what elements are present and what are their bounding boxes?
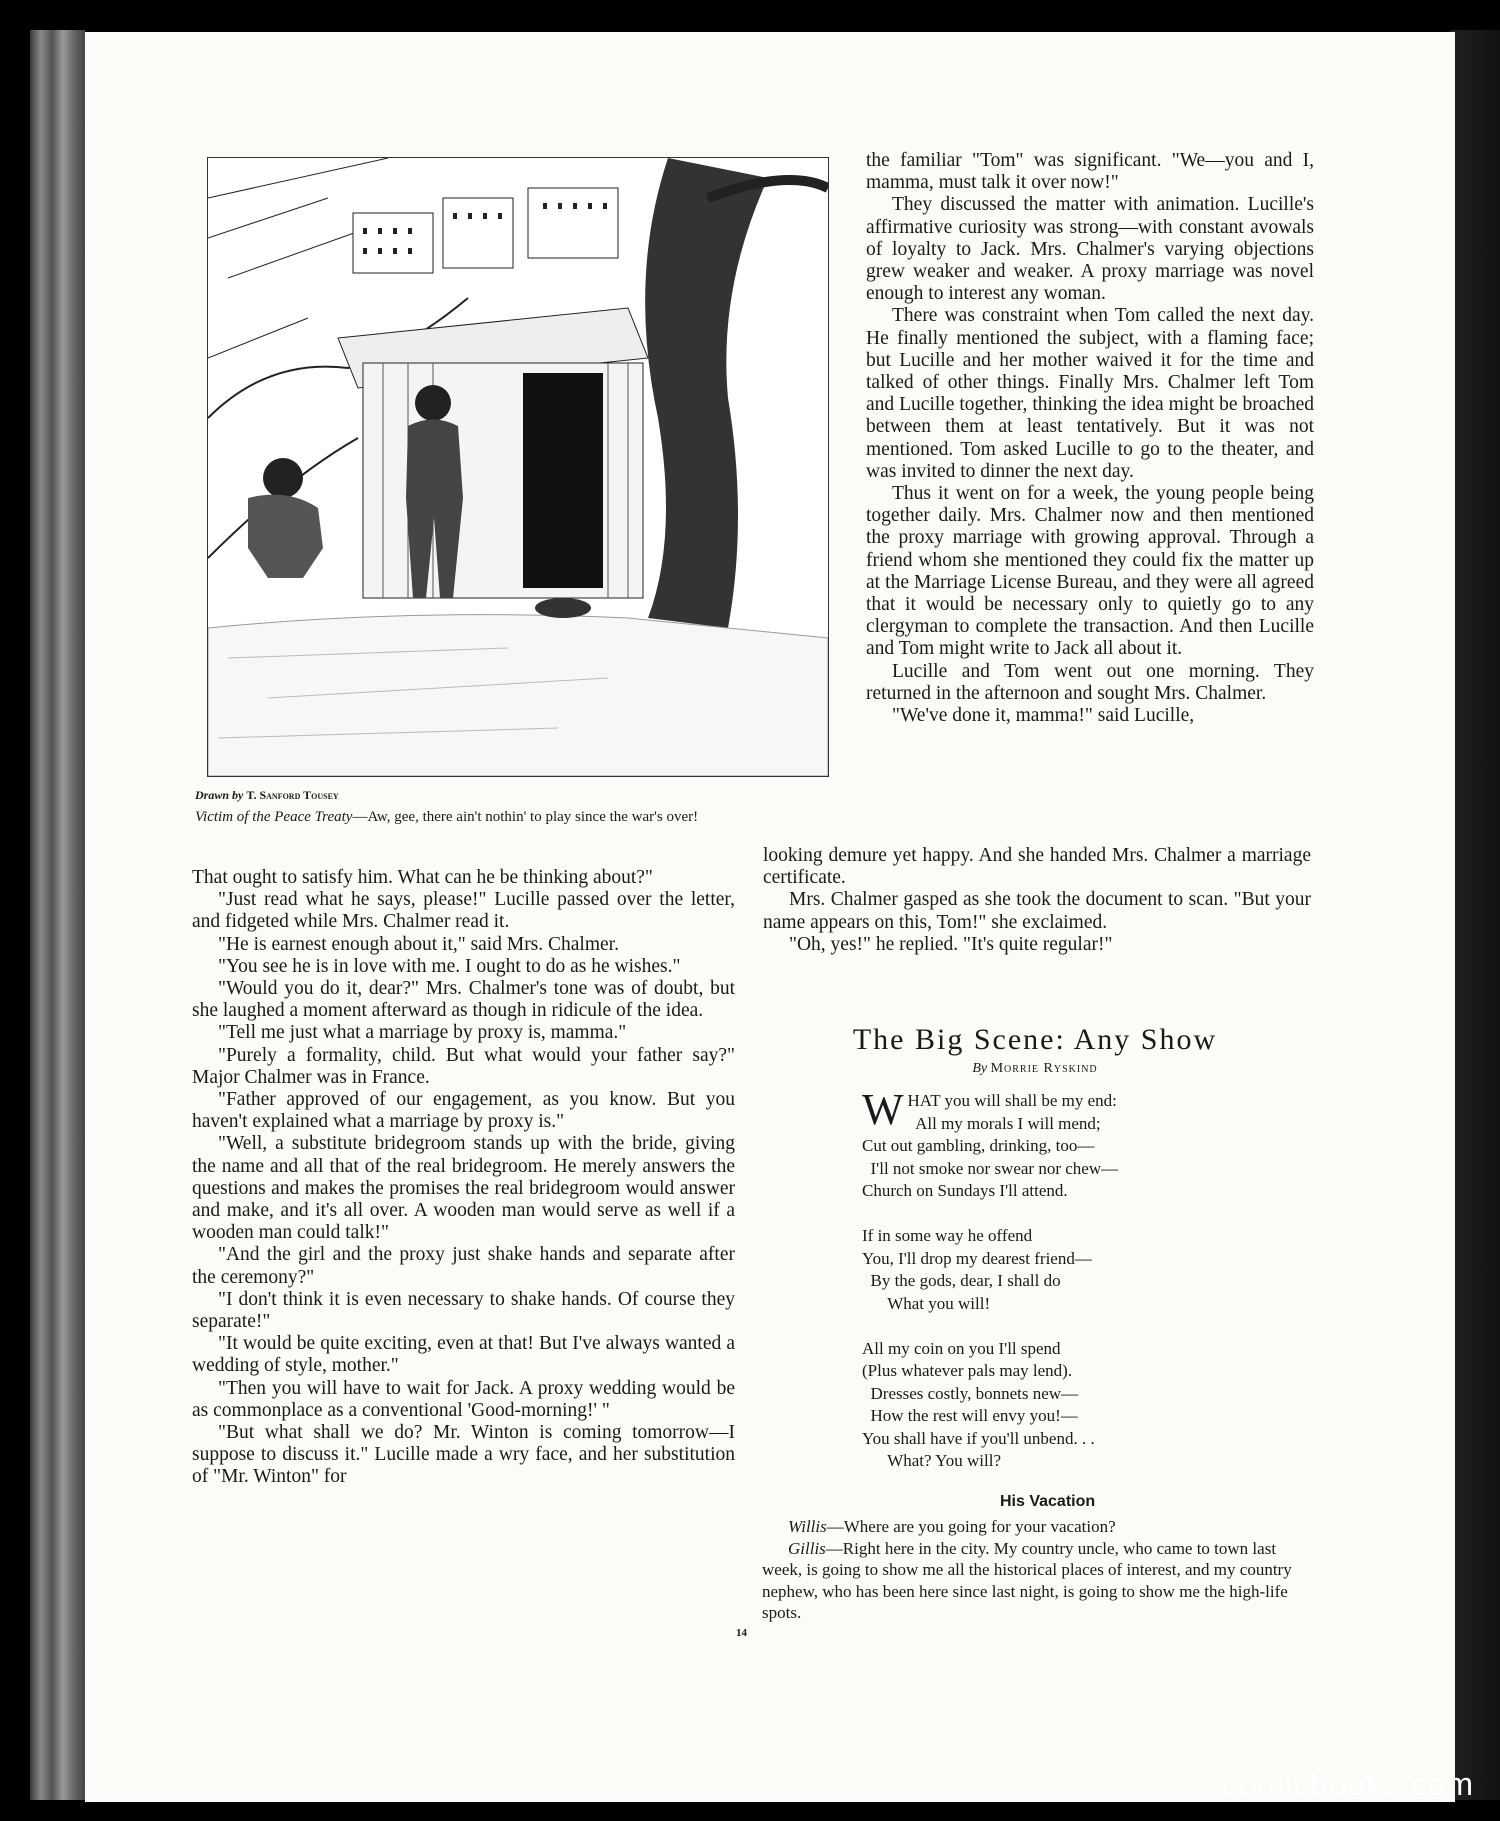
poem-line: HAT you will shall be my end: <box>907 1091 1117 1110</box>
story-paragraph: Lucille and Tom went out one morning. They returned in the afternoon and sought Mrs. Chalmer. <box>866 660 1314 704</box>
story-paragraph: Mrs. Chalmer gasped as she took the document to scan. "But your name appears on this, Tom!" she exclaimed. <box>763 889 1311 933</box>
poem-line: By the gods, dear, I shall do <box>862 1271 1061 1290</box>
poem-byline <box>775 1061 1295 1077</box>
credit-prefix: Drawn by <box>195 788 244 802</box>
story-paragraph: "Just read what he says, please!" Lucille passed over the letter, and fidgeted while Mrs. Chalmer read it. <box>192 889 735 933</box>
story-column-right-top <box>866 150 1314 727</box>
illustration <box>207 157 829 777</box>
story-paragraph: "Would you do it, dear?" Mrs. Chalmer's tone was of doubt, but she laughed a moment afterward as though in ridicule of the idea. <box>192 978 735 1022</box>
story-paragraph: "Well, a substitute bridegroom stands up with the bride, giving the name and all that of the real bridegroom. He merely answers the questions and makes the promises the real bridegroom would answer and make, and it's all over. A wooden man would serve as well if a wooden man could talk!" <box>192 1133 735 1244</box>
poem-line: I'll not smoke nor swear nor chew— <box>862 1158 1119 1178</box>
book-spine <box>30 30 85 1800</box>
joke-text: —Where are you going for your vacation? <box>826 1517 1116 1536</box>
story-paragraph: "We've done it, mamma!" said Lucille, <box>892 705 1195 727</box>
poem-line: All my morals I will mend; <box>907 1113 1101 1133</box>
credit-name: T. Sanford Tousey <box>246 788 339 802</box>
poem-line: What you will! <box>862 1293 991 1313</box>
story-paragraph: "And the girl and the proxy just shake hands and separate after the ceremony?" <box>192 1244 735 1288</box>
story-paragraph: There was constraint when Tom called the next day. He finally mentioned the subject, with a flaming face; but Lucille and her mother waived it for the time and talked of other things. Finally Mrs. Chalmer left Tom and Lucille together, thinking the idea might be broached between them at least tentatively. But it was not mentioned. Tom asked Lucille to go to the theater, and was invited to dinner the next day. <box>866 305 1314 482</box>
story-paragraph: "Purely a formality, child. But what would your father say?" Major Chalmer was in France. <box>192 1044 735 1088</box>
poem-line: Dresses costly, bonnets new— <box>862 1383 1079 1403</box>
story-paragraph: Thus it went on for a week, the young people being together daily. Mrs. Chalmer now and then mentioned the proxy marriage with growing approval. Through a friend whom she mentioned they could fix the matter up at the Marriage License Bureau, and they were all agreed that it would be necessary only to quietly go to any clergyman to complete the transaction. And then Lucille and Tom might write to Jack all about it. <box>866 483 1314 660</box>
story-column-left <box>192 867 735 1489</box>
joke-line <box>762 1516 1310 1538</box>
poem-author: Morrie Ryskind <box>990 1061 1098 1076</box>
poem-line <box>862 1203 1222 1226</box>
vacation-title: His Vacation <box>1000 1493 1096 1510</box>
story-paragraph: "Father approved of our engagement, as you know. But you haven't explained what a marriage by proxy is." <box>192 1089 735 1133</box>
story-paragraph: looking demure yet happy. And she handed Mrs. Chalmer a marriage certificate. <box>763 845 1311 889</box>
poem-line: You shall have if you'll unbend. . . <box>862 1428 1095 1448</box>
story-paragraph: the familiar "Tom" was significant. "We—you and I, mamma, must talk it over now!" <box>866 150 1314 194</box>
joke-text: —Right here in the city. My country uncle, who came to town last week, is going to show me all the historical places of interest, and my country nephew, who has been here since last night, is going to show me the high-life spots. <box>762 1538 1292 1622</box>
poem-line: Cut out gambling, drinking, too— <box>862 1136 1095 1155</box>
illustration-drawing <box>208 158 828 776</box>
story-column-right-mid <box>763 845 1311 956</box>
poem-body <box>862 1085 1222 1473</box>
story-paragraph: "Oh, yes!" he replied. "It's quite regular!" <box>789 933 1113 955</box>
poem-line: Church on Sundays I'll attend. <box>862 1181 1068 1200</box>
poem-line: All my coin on you I'll spend <box>862 1338 1061 1358</box>
poem-line <box>862 1315 1222 1338</box>
joke-speaker: Willis <box>788 1517 827 1536</box>
vacation-joke <box>762 1516 1310 1624</box>
story-paragraph: "He is earnest enough about it," said Mrs. Chalmer. <box>218 933 619 955</box>
poem-line: If in some way he offend <box>862 1226 1033 1245</box>
caption-text: —Aw, gee, there ain't nothin' to play since the war's over! <box>352 809 699 825</box>
caption-title: Victim of the Peace Treaty <box>195 809 353 825</box>
joke-line <box>762 1538 1310 1624</box>
story-paragraph: "Then you will have to wait for Jack. A proxy wedding would be as commonplace as a conventional 'Good-morning!' " <box>192 1377 735 1421</box>
story-paragraph: "You see he is in love with me. I ought to do as he wishes." <box>218 955 681 977</box>
poem-title: The Big Scene: Any Show <box>852 1023 1218 1056</box>
poem-line: (Plus whatever pals may lend). <box>862 1361 1073 1380</box>
book-edge-right <box>1450 30 1500 1800</box>
story-paragraph: "I don't think it is even necessary to shake hands. Of course they separate!" <box>192 1288 735 1333</box>
poem-line: What? You will? <box>862 1451 1001 1470</box>
story-paragraph: "But what shall we do? Mr. Winton is coming tomorrow—I suppose to discuss it." Lucille made a wry face, and her substitution of "Mr. Winton" for <box>192 1422 735 1488</box>
illustration-caption <box>195 809 835 826</box>
story-paragraph: "Tell me just what a marriage by proxy is, mamma." <box>218 1022 627 1044</box>
byline-by: By <box>972 1061 988 1076</box>
story-paragraph: They discussed the matter with animation. Lucille's affirmative curiosity was strong—with constant avowals of loyalty to Jack. Mrs. Chalmer's varying objections grew weaker and weaker. A proxy marriage was novel enough to interest any woman. <box>866 194 1314 305</box>
illustration-credit <box>195 788 339 803</box>
page-number: 14 <box>736 1627 747 1639</box>
poem-dropcap: W <box>862 1085 904 1134</box>
poem-line: How the rest will envy you!— <box>862 1406 1078 1425</box>
poem-line: You, I'll drop my dearest friend— <box>862 1248 1092 1268</box>
watermark: comicbooks.com <box>1221 1766 1474 1802</box>
story-paragraph: "It would be quite exciting, even at that! But I've always wanted a wedding of style, mother." <box>192 1333 735 1377</box>
joke-speaker: Gillis <box>788 1538 826 1558</box>
story-paragraph: That ought to satisfy him. What can he be thinking about?" <box>192 867 653 888</box>
